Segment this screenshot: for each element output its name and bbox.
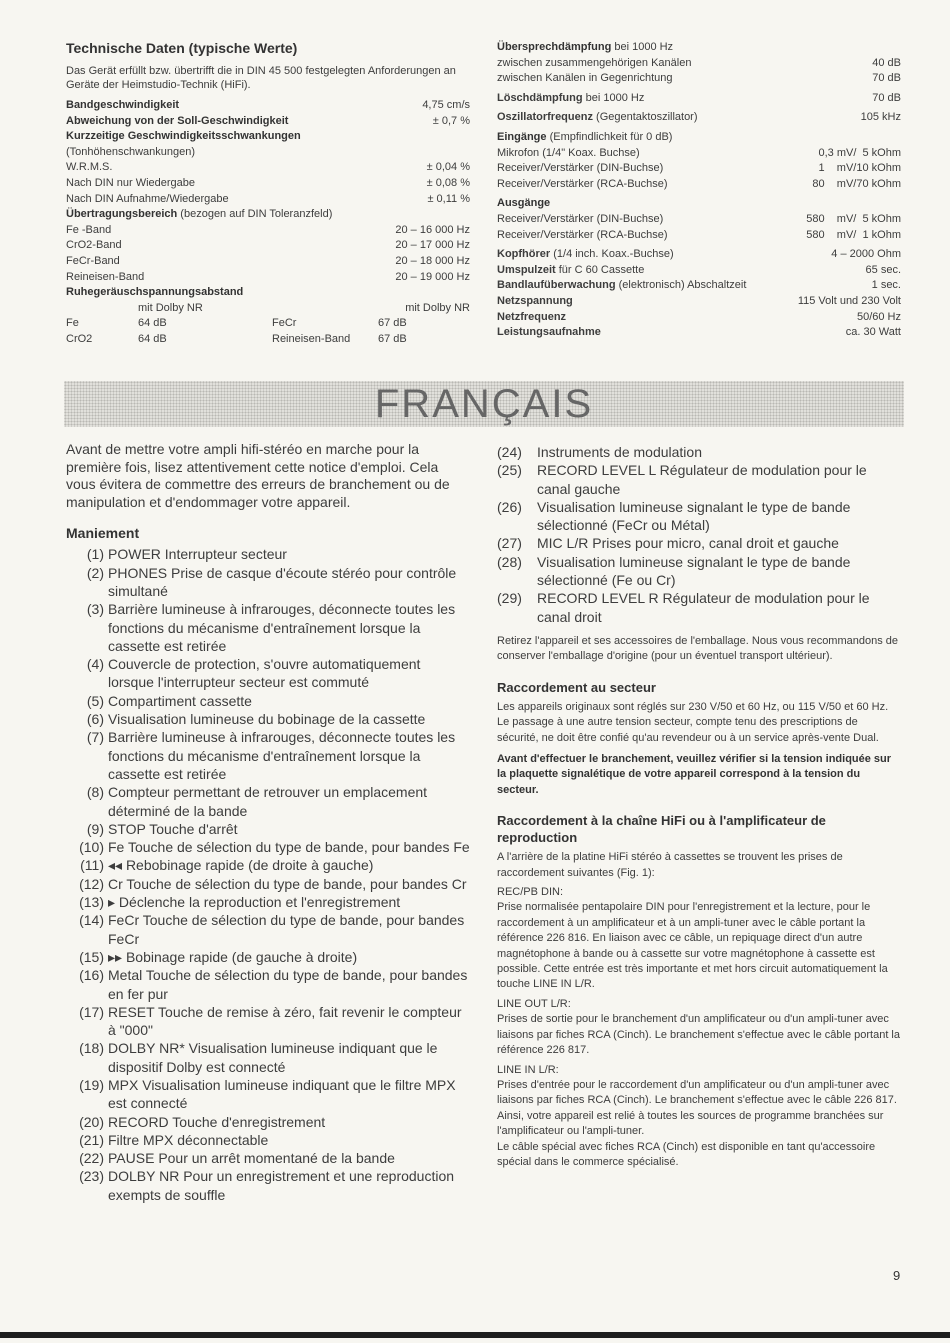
banner-title: FRANÇAIS (374, 382, 594, 426)
lineout-text: Prises de sortie pour le branchement d'un amplificateur ou d'un ampli-tuner avec liaisons par fiches RCA (Cinch). Le branchement s'effectue avec le câble portant la référence 226 817. (497, 1013, 900, 1057)
snr-header-row (66, 301, 470, 317)
power-value: ca. 30 Watt (845, 326, 901, 339)
erase-sub: bei 1000 Hz (582, 91, 645, 104)
mains-freq-value: 50/60 Hz (856, 310, 901, 323)
freq-row (66, 270, 470, 286)
endstop-value: 1 sec. (871, 279, 901, 292)
crosstalk-row-value: 70 dB (872, 72, 901, 85)
list-item: (18) DOLBY NR* Visualisation lumineuse indiquant que le dispositif Dolby est connecté (79, 1040, 438, 1075)
phones-row (497, 247, 901, 263)
list-item: (1) POWER Interrupteur secteur (86, 546, 287, 563)
mains-paragraph: Les appareils originaux sont réglés sur 230 V/50 et 60 Hz, ou 115 V/50 et 60 Hz. Le passage à une autre tension secteur, compte tenu des prescriptions de sécurité, ne doit être confié qu'au revendeur ou à un service après-vente Dual. (497, 700, 889, 744)
snr-value-a: 64 dB (138, 317, 167, 330)
freq-row (66, 254, 470, 270)
chain-intro: A l'arrière de la platine HiFi stéréo à cassettes se trouvent les prises de raccordement suivantes (Fig. 1): (497, 851, 843, 879)
list-item: (23) DOLBY NR Pour un enregistrement et une reproduction exempts de souffle (79, 1168, 455, 1203)
inputs-label: Eingänge (497, 130, 547, 143)
freq-sub: (bezogen auf DIN Toleranzfeld) (177, 208, 333, 221)
inputs-row (497, 146, 901, 162)
cable-text: Le câble spécial avec fiches RCA (Cinch) est disponible en tant qu'accessoire spécial dans le commerce spécialisé. (497, 1140, 876, 1168)
endstop-label: Bandlaufüberwachung (497, 279, 616, 292)
snr-row (66, 316, 470, 332)
french-right-column (497, 443, 901, 1170)
inputs-row (497, 177, 901, 193)
freq-row-label: FeCr-Band (66, 254, 120, 267)
controls-list (66, 545, 470, 1204)
lineout-label: LINE OUT L/R: (497, 997, 571, 1010)
speed-row (66, 98, 470, 114)
french-left-column (66, 441, 470, 1204)
outputs-row (497, 228, 901, 244)
list-item: (3) Barrière lumineuse à infrarouges, déconnecte toutes les fonctions du mécanisme d'entraînement lorsque la cassette est retirée (86, 601, 456, 654)
inputs-row-value: 1 mV/10 kOhm (818, 162, 901, 175)
intro-paragraph: Avant de mettre votre ampli hifi-stéréo en marche pour la première fois, lisez attentivement cette notice d'emploi. Cela vous évitera de commettre des erreurs de branchement ou de manipulation et d'endommager votre appareil. (66, 441, 450, 510)
list-item: (17) RESET Touche de remise à zéro, fait revenir le compteur à "000" (79, 1003, 462, 1039)
snr-head-2: mit Dolby NR (405, 301, 470, 314)
list-item: (25) RECORD LEVEL L Régulateur de modulation pour le canal gauche (497, 462, 867, 497)
speed-label: Bandgeschwindigkeit (66, 99, 180, 111)
wow-row (66, 160, 470, 176)
erase-label: Löschdämpfung (497, 91, 583, 104)
linein-label: LINE IN L/R: (497, 1063, 559, 1076)
list-item: (9) STOP Touche d'arrêt (86, 820, 238, 837)
mains-freq-label: Netzfrequenz (497, 310, 567, 323)
list-item: (7) Barrière lumineuse à infrarouges, déconnecte toutes les fonctions du mécanisme d'entraînement lorsque la cassette est retirée (86, 729, 456, 782)
list-item: (22) PAUSE Pour un arrêt momentané de la bande (79, 1150, 395, 1167)
wow-label: Kurzzeitige Geschwindigkeitsschwankungen (66, 130, 301, 143)
crosstalk-heading (497, 40, 901, 56)
spec-continued-section (497, 40, 901, 341)
list-item: (2) PHONES Prise de casque d'écoute stéréo pour contrôle simultané (86, 564, 457, 599)
snr-tape-b: Reineisen-Band (272, 332, 351, 345)
list-item: (24) Instruments de modulation (497, 444, 702, 460)
mains-warning: Avant d'effectuer le branchement, veuillez vérifier si la tension indiquée sur la plaquette signalétique de votre appareil correspond à la tension du secteur. (497, 753, 892, 796)
rewind-label: Umspulzeit (497, 263, 556, 276)
rewind-sub: für C 60 Cassette (555, 263, 645, 276)
freq-row-value: 20 – 18 000 Hz (395, 254, 470, 267)
crosstalk-row (497, 56, 901, 72)
voltage-row (497, 294, 901, 310)
freq-row-label: Reineisen-Band (66, 270, 145, 283)
language-banner (64, 381, 904, 427)
freq-heading (66, 207, 470, 223)
erase-value: 70 dB (872, 91, 901, 104)
outputs-row-value: 580 mV/ 1 kOhm (806, 228, 901, 241)
outputs-row (497, 212, 901, 228)
freq-label: Übertragungsbereich (66, 208, 178, 221)
inputs-sub: (Empfindlichkeit für 0 dB) (546, 130, 673, 143)
outputs-row-label: Receiver/Verstärker (RCA-Buchse) (497, 228, 668, 241)
list-item: (27) MIC L/R Prises pour micro, canal droit et gauche (497, 535, 839, 552)
crosstalk-row-label: zwischen zusammengehörigen Kanälen (497, 56, 692, 69)
freq-row-value: 20 – 17 000 Hz (395, 239, 470, 252)
bottom-rule (0, 1332, 950, 1338)
wow-row-value: ± 0,08 % (426, 176, 470, 189)
deviation-value: ± 0,7 % (432, 114, 470, 127)
osc-row (497, 110, 901, 126)
inputs-row-label: Mikrofon (1/4" Koax. Buchse) (497, 146, 640, 159)
snr-value-b: 67 dB (378, 332, 407, 345)
osc-label: Oszillatorfrequenz (497, 111, 593, 124)
wow-row (66, 176, 470, 192)
list-item: (8) Compteur permettant de retrouver un emplacement déterminé de la bande (86, 784, 428, 819)
linein-text: Prises d'entrée pour le raccordement d'un amplificateur ou d'un ampli-tuner avec liaisons par fiches RCA (Cinch). Le branchement s'effectue avec le câble 226 817. (497, 1078, 897, 1107)
phones-label: Kopfhörer (497, 248, 551, 261)
outputs-label: Ausgänge (497, 197, 551, 210)
freq-row-label: Fe -Band (66, 223, 112, 236)
snr-value-a: 64 dB (138, 332, 167, 345)
list-item: (26) Visualisation lumineuse signalant le type de bande sélectionné (FeCr ou Métal) (497, 498, 851, 534)
mains-section-title: Raccordement au secteur (497, 679, 656, 695)
list-item: (4) Couvercle de protection, s'ouvre automatiquement lorsque l'interrupteur secteur est commuté (86, 656, 421, 691)
controls-list-continued (497, 443, 901, 626)
freq-row-value: 20 – 19 000 Hz (395, 270, 470, 283)
list-item: (15) ▸▸ Bobinage rapide (de gauche à droite) (79, 948, 358, 965)
power-label: Leistungsaufnahme (497, 326, 601, 339)
list-item: (10) Fe Touche de sélection du type de bande, pour bandes Fe (79, 839, 470, 856)
list-item: (21) Filtre MPX déconnectable (79, 1131, 269, 1148)
wow-row-label: W.R.M.S. (66, 161, 113, 174)
list-item: (12) Cr Touche de sélection du type de bande, pour bandes Cr (79, 875, 467, 892)
crosstalk-row (497, 71, 901, 87)
snr-value-b: 67 dB (378, 317, 407, 330)
power-row (497, 325, 901, 341)
list-item: (29) RECORD LEVEL R Régulateur de modulation pour le canal droit (497, 590, 870, 625)
freq-row-value: 20 – 16 000 Hz (395, 223, 470, 236)
wow-row-label: Nach DIN nur Wiedergabe (66, 176, 196, 189)
speed-value: 4,75 cm/s (422, 99, 470, 111)
voltage-value: 115 Volt und 230 Volt (797, 294, 901, 307)
wow-row-value: ± 0,11 % (427, 192, 470, 205)
list-item: (20) RECORD Touche d'enregistrement (79, 1113, 326, 1130)
list-item: (13) ▸ Déclenche la reproduction et l'enregistrement (79, 894, 401, 911)
crosstalk-sub: bei 1000 Hz (611, 41, 674, 53)
voltage-label: Netzspannung (497, 294, 573, 307)
osc-sub: (Gegentaktoszillator) (592, 111, 698, 124)
deviation-row (66, 114, 470, 130)
crosstalk-row-label: zwischen Kanälen in Gegenrichtung (497, 72, 673, 85)
outputs-row-value: 580 mV/ 5 kOhm (806, 212, 901, 225)
list-item: (14) FeCr Touche de sélection du type de bande, pour bandes FeCr (79, 912, 465, 947)
tech-intro: Das Gerät erfüllt bzw. übertrifft die in DIN 45 500 festgelegten Anforderungen an Geräte der Heimstudio-Technik (HiFi). (66, 65, 456, 91)
chain-section-title: Raccordement à la chaîne HiFi ou à l'amplificateur de reproduction (497, 813, 826, 846)
inputs-row-label: Receiver/Verstärker (RCA-Buchse) (497, 177, 668, 190)
list-item: (11) ◂◂ Rebobinage rapide (de droite à gauche) (80, 857, 374, 874)
endstop-sub: (elektronisch) Abschaltzeit (615, 279, 747, 292)
endstop-row (497, 278, 901, 294)
wow-row-value: ± 0,04 % (426, 161, 470, 174)
snr-tape-a: Fe (66, 317, 79, 330)
recpb-label: REC/PB DIN: (497, 886, 564, 899)
deviation-label: Abweichung von der Soll-Geschwindigkeit (66, 114, 289, 127)
unpack-paragraph: Retirez l'appareil et ses accessoires de l'emballage. Nous vous recommandons de conserver l'emballage d'origine (pour un éventuel transport ultérieur). (497, 634, 899, 663)
snr-tape-b: FeCr (272, 317, 297, 330)
inputs-row (497, 161, 901, 177)
inputs-row-label: Receiver/Verstärker (DIN-Buchse) (497, 162, 664, 175)
phones-value: 4 – 2000 Ohm (831, 248, 901, 261)
crosstalk-row-value: 40 dB (872, 56, 901, 69)
wow-sub: (Tonhöhenschwankungen) (66, 145, 196, 158)
tech-specs-section (66, 40, 470, 348)
mains-freq-row (497, 310, 901, 326)
list-item: (28) Visualisation lumineuse signalant le type de bande sélectionné (Fe ou Cr) (497, 553, 851, 589)
outputs-row-label: Receiver/Verstärker (DIN-Buchse) (497, 212, 664, 225)
inputs-row-value: 80 mV/70 kOhm (812, 177, 901, 190)
section-title-maniement: Maniement (66, 525, 140, 542)
rewind-row (497, 263, 901, 279)
wow-row (66, 192, 470, 208)
freq-row (66, 223, 470, 239)
page-number: 9 (893, 1268, 901, 1283)
list-item: (19) MPX Visualisation lumineuse indiquant que le filtre MPX est connecté (79, 1076, 456, 1112)
recpb-text: Prise normalisée pentapolaire DIN pour l'enregistrement et la lecture, pour le raccordement à un amplificateur et à un ampli-tuner avec le câble portant la référence 226 816. En liaison avec ce câble, un repiquage direct d'un autre magnétophone à bande ou à cassette sur votre magnétophone à cassette est possible. Cette entrée est très importante et met hors circuit automatiquement la touche LINE IN L/R. (497, 901, 888, 991)
osc-value: 105 kHz (860, 111, 901, 124)
crosstalk-label: Übersprechdämpfung (497, 41, 612, 53)
phones-sub: (1/4 inch. Koax.-Buchse) (550, 248, 674, 261)
inputs-row-value: 0,3 mV/ 5 kOhm (818, 146, 901, 159)
list-item: (16) Metal Touche de sélection du type de bande, pour bandes en fer pur (79, 967, 468, 1002)
tech-title: Technische Daten (typische Werte) (66, 40, 298, 56)
list-item: (5) Compartiment cassette (86, 692, 252, 709)
snr-label: Ruhegeräuschspannungsabstand (66, 286, 244, 299)
sources-text: Ainsi, votre appareil est relié à toutes les sources de programme branchées sur l'amplificateur ou l'ampli-tuner. (497, 1109, 884, 1138)
rewind-value: 65 sec. (865, 263, 901, 276)
freq-row (66, 238, 470, 254)
snr-tape-a: CrO2 (66, 332, 93, 345)
snr-row (66, 332, 470, 348)
freq-row-label: CrO2-Band (66, 239, 122, 252)
erase-row (497, 91, 901, 107)
inputs-heading (497, 130, 901, 146)
wow-row-label: Nach DIN Aufnahme/Wiedergabe (66, 192, 229, 205)
snr-head-1: mit Dolby NR (138, 301, 203, 314)
list-item: (6) Visualisation lumineuse du bobinage de la cassette (86, 711, 426, 728)
